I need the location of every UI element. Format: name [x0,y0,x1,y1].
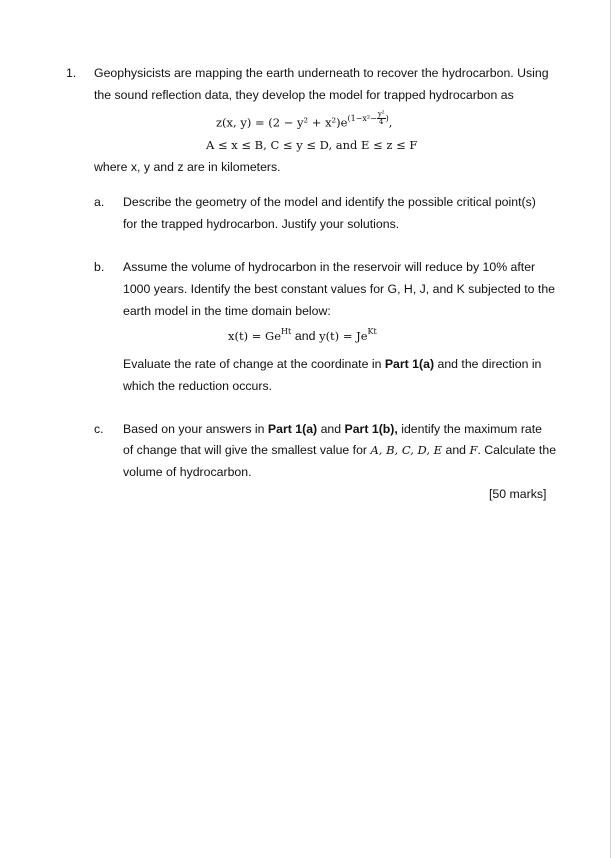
marks-label: [50 marks] [489,487,547,501]
part-a-line1: Describe the geometry of the model and identify the possible critical point(s) [123,195,536,209]
fraction-numerator: y² [377,110,385,118]
x-of-t-equation: x(t) = Ge [228,328,282,343]
fraction-denominator: 4 [378,118,384,126]
part-b-line2: 1000 years. Identify the best constant values for G, H, J, and K subjected to the [123,282,556,296]
equation-exponent-fraction [377,111,386,126]
part-b-line5: which the reduction occurs. [123,379,273,393]
part-c-label: c. [94,422,104,436]
part-b-label: b. [94,260,105,274]
equation-lhs: z(x, y) = (2 − y² + x²)e [216,115,348,130]
equation-and: and [294,328,316,343]
part-c-variables: A, B, C, D, E [370,443,443,457]
question-intro-line1: Geophysicists are mapping the earth underneath to recover the hydrocarbon. Using [94,66,549,80]
part-c-line1 [123,422,542,436]
page-edge [610,0,611,858]
part-c-variable-f: F [469,443,478,457]
part-a-label: a. [94,195,105,209]
equation-exponent-tail: ) [385,113,389,123]
part-a-line2: for the trapped hydrocarbon. Justify your solutions. [123,217,400,231]
equation-trailer: , [388,115,393,130]
part-c-line2-pre: of change that will give the smallest value for [123,443,368,457]
part-c-ref-a: Part 1(a) [267,422,318,436]
part-b-line4-ref: Part 1(a) [384,357,435,371]
y-of-t-equation: y(t) = Je [319,328,368,343]
part-c-line2-post: . Calculate the [477,443,557,457]
question-intro-line2: the sound reflection data, they develop the model for trapped hydrocarbon as [94,88,514,102]
part-c-line1-post: identify the maximum rate [401,422,543,436]
part-b-line1: Assume the volume of hydrocarbon in the reservoir will reduce by 10% after [123,260,536,274]
part-c-line1-mid: and [320,422,342,436]
part-b-line4 [123,357,541,371]
equation-exponent-head: (1−x²− [347,113,377,123]
part-c-ref-b: Part 1(b), [344,422,398,436]
bounds-equation: A ≤ x ≤ B, C ≤ y ≤ D, and E ≤ z ≤ F [206,138,418,152]
part-c-line1-pre: Based on your answers in [123,422,265,436]
time-domain-equations [228,328,377,343]
part-c-line2-and: and [445,443,467,457]
question-number: 1. [66,66,77,80]
part-b-line3: earth model in the time domain below: [123,304,331,318]
x-exponent: Ht [281,327,292,336]
part-b-line4-post: and the direction in [437,357,542,371]
where-line: where x, y and z are in kilometers. [94,160,281,174]
y-exponent: Kt [367,327,377,336]
part-c-line2 [123,443,556,457]
part-c-line3: volume of hydrocarbon. [123,465,252,479]
model-equation [216,112,392,129]
part-b-line4-pre: Evaluate the rate of change at the coordinate in [123,357,382,371]
